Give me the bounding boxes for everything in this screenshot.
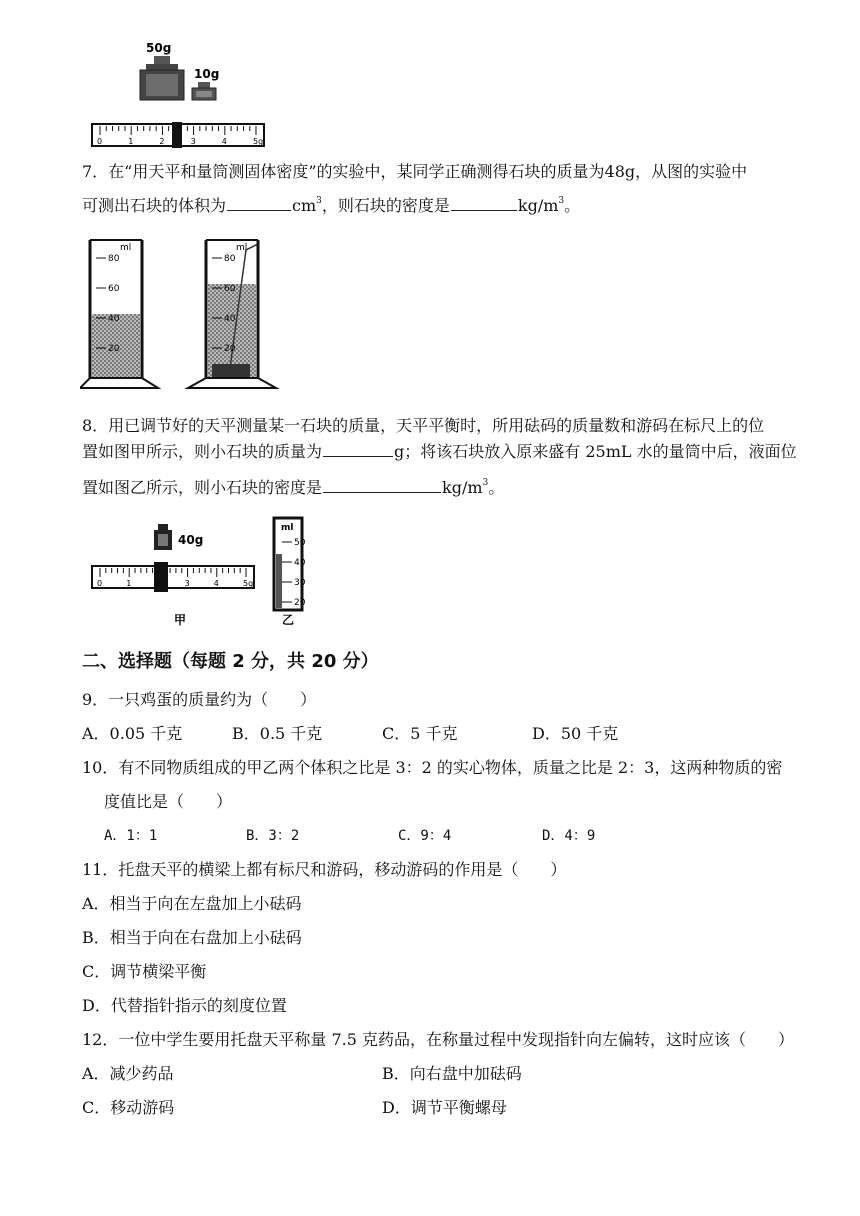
cyl1-tick-label: 80 [108, 254, 120, 264]
top-ruler-tick-label: 1 [128, 137, 134, 146]
q12-option-a[interactable]: A．减少药品 [82, 1064, 174, 1083]
q11-stem: 11．托盘天平的横梁上都有标尺和游码，移动游码的作用是（ ） [82, 860, 567, 879]
weight-small-label: 10g [194, 67, 220, 81]
q9-option-b[interactable]: B．0.5 千克 [232, 724, 323, 743]
q12-option-b[interactable]: B．向右盘中加砝码 [382, 1064, 522, 1083]
label-jia: 甲 [174, 613, 187, 627]
weight-40g-label: 40g [178, 533, 204, 547]
cyl1-unit: ml [120, 243, 132, 253]
q8-line2: 置如图甲所示，则小石块的质量为 g；将该石块放入原来盛有 25mL 水的量筒中后，液面位 [82, 442, 797, 461]
q8-cyl-tick-label: 50 [294, 538, 306, 548]
q8-ruler-tick-label: 2 [155, 579, 161, 588]
top-ruler-tick-label: 3 [190, 137, 196, 146]
q11-option-c[interactable]: C．调节横梁平衡 [82, 962, 207, 981]
q8-ruler-tick-label: 3 [184, 579, 190, 588]
q8-ruler-tick-label: 5g [243, 579, 254, 588]
cyl2-unit: ml [236, 243, 248, 253]
q10-line1: 10．有不同物质组成的甲乙两个体积之比是 3：2 的实心物体，质量之比是 2：3，这两种物质的密 [82, 758, 783, 777]
cylinder-1 [80, 240, 158, 388]
rider [172, 122, 182, 148]
q8-cyl-tick-label: 30 [294, 578, 306, 588]
cyl1-tick-label: 20 [108, 344, 120, 354]
q12-stem: 12．一位中学生要用托盘天平称量 7.5 克药品，在称量过程中发现指针向左偏转，这时应该（ ） [82, 1030, 794, 1049]
weight-large-label: 50g [146, 41, 172, 55]
cyl1-tick-label: 60 [108, 284, 120, 294]
q8-cyl-tick-label: 20 [294, 598, 306, 608]
q7-blank-volume[interactable] [227, 196, 291, 211]
q7-line1: 7．在“用天平和量筒测固体密度”的实验中，某同学正确测得石块的质量为48g，从图的实验中 [82, 162, 748, 181]
cyl2-tick-label: 80 [224, 254, 236, 264]
q11-option-d[interactable]: D．代替指针指示的刻度位置 [82, 996, 287, 1015]
q8-ruler-tick-label: 4 [213, 579, 219, 588]
q11-option-b[interactable]: B．相当于向在右盘加上小砝码 [82, 928, 302, 947]
cyl2-tick-label: 20 [224, 344, 236, 354]
q8-cyl-tick-label: 40 [294, 558, 306, 568]
q8-ruler-tick-label: 1 [126, 579, 132, 588]
section2-title: 二、选择题（每题 2 分，共 20 分） [82, 651, 379, 672]
q8-ruler-tick-label: 0 [97, 579, 103, 588]
top-ruler-tick-label: 0 [97, 137, 103, 146]
q8-line1: 8．用已调节好的天平测量某一石块的质量，天平平衡时，所用砝码的质量数和游码在标尺上的位 [82, 416, 765, 435]
q10-option-c[interactable]: C．9：4 [398, 828, 452, 844]
weight-40g [154, 524, 172, 550]
top-ruler-tick-label: 5g [253, 137, 264, 146]
label-yi: 乙 [282, 613, 295, 627]
top-ruler-tick-label: 2 [159, 137, 165, 146]
q12-option-d[interactable]: D．调节平衡螺母 [382, 1098, 507, 1117]
q8-blank-mass[interactable] [323, 442, 393, 457]
q12-option-c[interactable]: C．移动游码 [82, 1098, 175, 1117]
q10-line2: 度值比是（ ） [104, 792, 233, 811]
q8-beam-ruler [92, 566, 254, 588]
q7-blank-density[interactable] [451, 196, 517, 211]
cyl2-tick-label: 40 [224, 314, 236, 324]
q8-blank-density[interactable] [323, 478, 441, 493]
q11-option-a[interactable]: A．相当于向在左盘加上小砝码 [82, 894, 302, 913]
q9-option-a[interactable]: A．0.05 千克 [82, 724, 183, 743]
weight-large-knob [154, 56, 170, 64]
q7-line2: 可测出石块的体积为 $cm^3$，则石块的密度是 $kg/m^3$。 [82, 196, 581, 215]
q9-option-d[interactable]: D．50 千克 [532, 724, 619, 743]
top-ruler-tick-label: 4 [221, 137, 227, 146]
cyl1-tick-label: 40 [108, 314, 120, 324]
cyl2-tick-label: 60 [224, 284, 236, 294]
q9-stem: 9．一只鸡蛋的质量约为（ ） [82, 690, 317, 709]
cylinder-2 [188, 240, 276, 388]
q8-line3: 置如图乙所示，则小石块的密度是 $kg/m^3$。 [82, 478, 505, 497]
q8-figure [88, 514, 328, 630]
weights-ruler-figure [88, 40, 278, 152]
q10-option-d[interactable]: D．4：9 [542, 828, 596, 844]
q9-option-c[interactable]: C．5 千克 [382, 724, 458, 743]
q10-option-a[interactable]: A．1：1 [104, 828, 158, 844]
q10-option-b[interactable]: B．3：2 [246, 828, 300, 844]
q8-cyl-unit: ml [281, 523, 294, 533]
cylinders-figure [80, 236, 290, 392]
q8-cylinder [274, 518, 306, 610]
